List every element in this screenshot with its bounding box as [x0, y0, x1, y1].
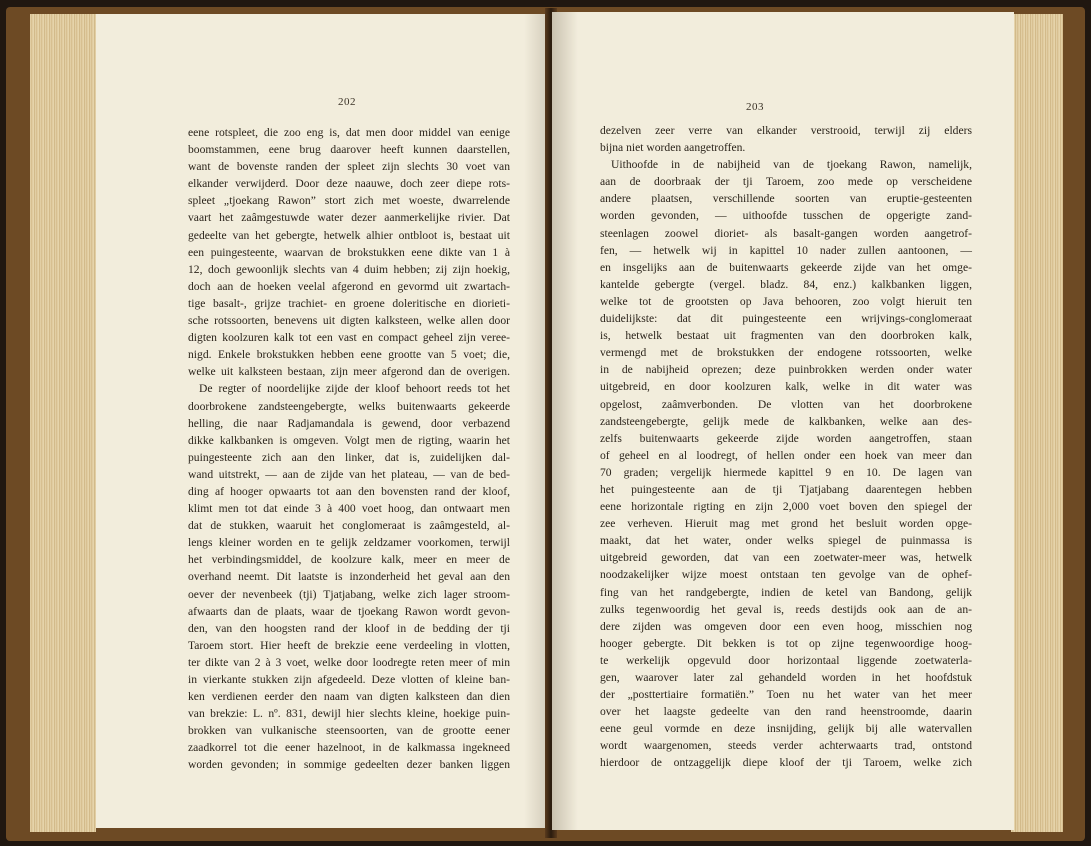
text-line: spleet „tjoekang Rawon” stort zich met woeste, dwarrelende — [188, 194, 510, 208]
right-page-text — [600, 122, 972, 772]
right-page-edges — [1011, 14, 1063, 832]
left-page-text — [188, 124, 510, 774]
text-line: gen, waarover later zal gehandeld worden in het hoofdstuk — [600, 671, 972, 684]
text-line: uitgebreid, en door koolzuren kalk, welke in dit water was — [600, 380, 972, 394]
text-line: den, van den hoogsten rand der kloof in de bedding der tji — [188, 621, 510, 635]
text-line: opgelost, zaâmverbonden. De vlotten van het doorbrokene — [600, 397, 972, 411]
text-line: uitgebreid geworden, dat van een zoetwater-meer was, hetwelk — [600, 551, 972, 565]
text-line: welke uit kalksteen bestaan, zijn meer afgerond dan de overigen. — [188, 365, 510, 379]
text-line: van brekzie: L. nº. 831, dewijl hier slechts kleine, hoekige puin- — [188, 707, 510, 721]
text-line: sche rotssoorten, benevens uit digten kalksteen, welke allen door — [188, 314, 510, 328]
text-line: worden gevonden, — uithoofde tusschen de opgerigte zand- — [600, 209, 972, 223]
text-line: fen, — hetwelk wij in kapittel 10 nader zullen aantoonen, — — [600, 243, 972, 257]
text-line: dere zijden was omgeven door een even hoog, misschien nog — [600, 619, 972, 633]
text-line: aan de doorbraak der tji Taroem, zoo mede op verscheidene — [600, 175, 972, 189]
text-line: 12, doch gewoonlijk slechts van 4 duim hebben; zij zijn hoekig, — [188, 262, 510, 276]
text-line: hierdoor de ontzaggelijk diepe kloof der tji Taroem, welke zich — [600, 756, 972, 770]
text-line: tige basalt-, grijze trachiet- en groene doleritische en diorieti- — [188, 296, 510, 310]
text-line: in de nabijheid oprezen; deze puinbrokken werden onder water — [600, 363, 972, 377]
text-line: want de bovenste randen der spleet zijn slechts 30 voet van — [188, 160, 510, 174]
text-line: eene geul vormde en deze insnijding, gelijk bij alle watervallen — [600, 722, 972, 736]
text-line: te werkelijk opgevuld door horizontaal liggende zoetwaterla- — [600, 653, 972, 667]
text-line: zulks tegenwoordig het geval is, reeds destijds ook aan de an- — [600, 602, 972, 616]
text-line: maakt, dat het water, onder welks spiegel de puinmassa is — [600, 534, 972, 548]
text-line: vaart het zaâmgestuwde water dezer aanmerkelijke rivier. Dat — [188, 211, 510, 225]
text-line: elkander verwijderd. Door deze naauwe, doch zeer diepe rots- — [188, 177, 510, 191]
text-line: gedeelte van het gebergte, hetwelk alhier ontbloot is, bestaat uit — [188, 228, 510, 242]
text-line: overhand neemt. Dit laatste is inzonderheid het geval aan den — [188, 570, 510, 584]
text-line: het puingesteente aan de tji Tjatjabang daarentegen hebben — [600, 482, 972, 496]
text-line: dezelven zeer verre van elkander verstrooid, terwijl zij elders — [600, 124, 972, 137]
text-line: zee verheven. Hieruit mag met grond het besluit worden opge- — [600, 517, 972, 531]
right-page — [552, 12, 1014, 830]
text-line: worden gevonden; in sommige gedeelten dezer banken liggen — [188, 758, 510, 772]
text-line: brokken van vulkanische steensoorten, van de grootte eener — [188, 724, 510, 738]
text-line: boomstammen, eene brug daarover heeft kunnen daarstellen, — [188, 143, 510, 157]
text-line: het verbindingsmiddel, de koolzure kalk, meer en meer de — [188, 553, 510, 567]
text-line: duidelijkste: dat dit puingesteente een wrijvings-conglomeraat — [600, 312, 972, 326]
text-line: afwaarts dan de plaats, waar de tjoekang Rawon wordt gevon- — [188, 604, 510, 618]
text-line: welke tot de grootsten op Java behooren, zoo volgt hieruit ten — [600, 294, 972, 308]
text-line: nigd. Enkele brokstukken hebben eene grootte van 5 voet; die, — [188, 348, 510, 362]
text-line: in vierkante stukken zijn afgedeeld. Deze vlotten of kleine ban- — [188, 673, 510, 686]
text-line: Uithoofde in de nabijheid van de tjoekang Rawon, namelijk, — [611, 158, 972, 172]
text-line: zandsteengebergte, gelijk mede de kalkbanken, welke aan des- — [600, 414, 972, 428]
text-line: een puingesteente, waarvan de brokstukken eene dikte van 1 à — [188, 245, 510, 259]
text-line: over het laagste gedeelte van den rand heenstroomde, daarin — [600, 705, 972, 719]
text-line: doch aan de hoeken veelal afgerond en gevormd uit zwartach- — [188, 279, 510, 293]
text-line: der „posttertiaire formatiën.” Toen nu het water van het meer — [600, 688, 972, 702]
text-line: wand uitstrekt, — aan de zijde van het plateau, — van de bed- — [188, 467, 510, 481]
text-line: wordt waargenomen, steeds verder achterwaarts trad, ontstond — [600, 739, 972, 753]
text-line: digten koolzuren kalk tot een vast en compact geheel zijn veree- — [188, 331, 510, 345]
text-line: bijna niet worden aangetroffen. — [600, 141, 746, 155]
text-line: vermengd met de brokstukken der endogene rotssoorten, welke — [600, 346, 972, 360]
text-line: andere plaatsen, verschillende soorten van eruptie-gesteenten — [600, 192, 972, 206]
text-line: hooger gebergte. Dit bekken is tot op zijne tegenwoordige hoog- — [600, 636, 972, 650]
text-line: De regter of noordelijke zijde der kloof behoort reeds tot het — [199, 382, 510, 396]
text-line: fing van het randgebergte, indien de ketel van Bandong, gelijk — [600, 585, 972, 599]
text-line: kantelde gebergte (vergel. bladz. 84, enz.) kalkbanken liggen, — [600, 277, 972, 291]
text-line: noodzakelijker wijze moest ontstaan ten gevolge van de ophef- — [600, 568, 972, 582]
text-line: steenlagen zoowel dioriet- als basalt-gangen worden aangetrof- — [600, 226, 972, 240]
text-line: puingesteente zich aan den linker, dat is, zuidelijken dal- — [188, 450, 510, 464]
text-line: dikke kalkbanken is omgeven. Volgt men de rigting, waarin het — [188, 433, 510, 447]
text-line: zaadkorrel tot die eener hazelnoot, in de kalkmassa ingekneed — [188, 741, 510, 755]
text-line: oever der nevenbeek (tji) Tjatjabang, welke zich lager stroom- — [188, 587, 510, 601]
left-page — [96, 14, 550, 828]
text-line: en insgelijks aan de buitenwaarts gekeerde zijde van het omge- — [600, 260, 972, 274]
text-line: ding af hooger opwaarts tot aan den bovensten rand der kloof, — [188, 484, 510, 498]
text-line: klimt men tot dat einde 3 à 400 voet hoog, dan ontwaart men — [188, 502, 510, 516]
right-page-number: 203 — [746, 101, 764, 113]
text-line: lengs kleiner worden en te gelijk zeldzamer voorkomen, terwijl — [188, 536, 510, 550]
text-line: eene rotspleet, die zoo eng is, dat men door middel van eenige — [188, 126, 510, 139]
text-line: doorbrokene zandsteengebergte, welks buitenwaarts gekeerde — [188, 399, 510, 413]
right-gutter-shadow — [552, 12, 578, 830]
text-line: 70 graden; vergelijk hiermede kapittel 9 en 10. De lagen van — [600, 465, 972, 479]
text-line: ter dikte van 2 à 3 voet, welke door loodregte reten meer of min — [188, 655, 510, 669]
text-line: is, hetwelk bestaat uit fragmenten van den doorbroken kalk, — [600, 329, 972, 343]
text-line: zelfs buitenwaarts gekeerde zijde worden aangetroffen, staan — [600, 431, 972, 445]
text-line: helling, die naar Radjamandala is gewend, door verbazend — [188, 416, 510, 430]
text-line: of geheel en al loodregt, of hellen onder een hoek van meer dan — [600, 448, 972, 462]
left-page-edges — [30, 14, 96, 832]
left-page-number: 202 — [338, 96, 356, 108]
text-line: dat de stukken, waaruit het conglomeraat is zaâmgesteld, al- — [188, 519, 510, 533]
text-line: eene horizontale rigting en zijn 2,000 voet boven den spiegel der — [600, 500, 972, 514]
text-line: ken verdienen eerder den naam van digten kalksteen dan dien — [188, 690, 510, 704]
text-line: Taroem stort. Hier heeft de brekzie eene verdeeling in vlotten, — [188, 638, 510, 652]
